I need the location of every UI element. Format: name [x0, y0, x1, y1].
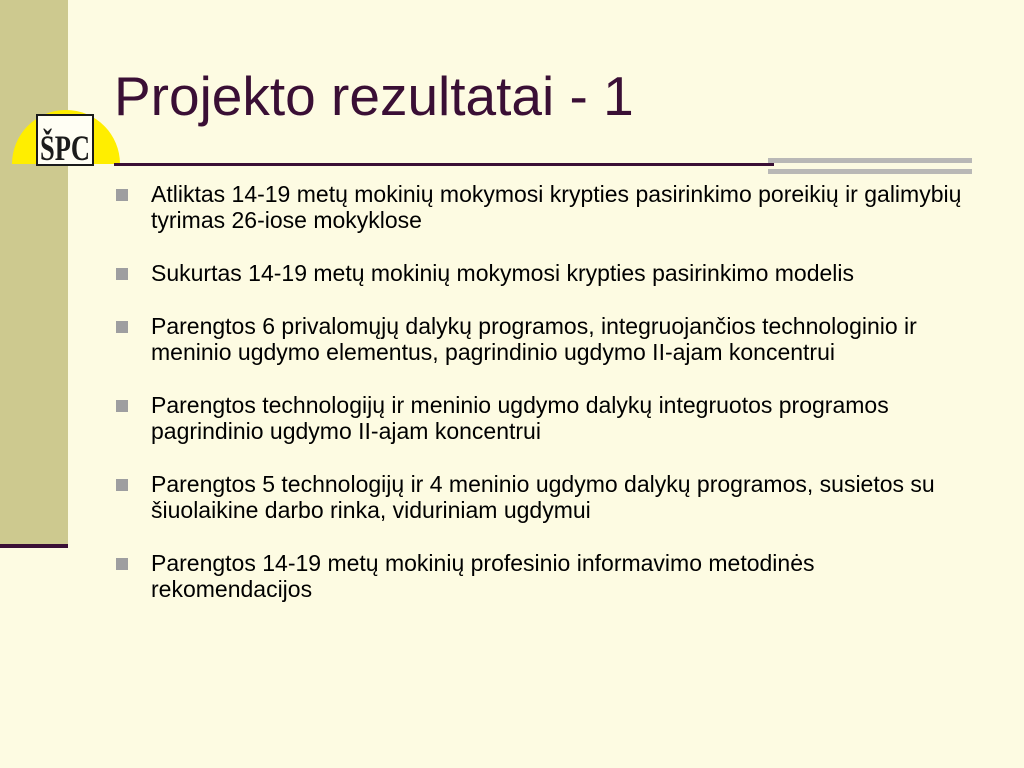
bullet-square-icon — [116, 479, 128, 491]
bullet-item: Parengtos 14-19 metų mokinių profesinio informavimo metodinės rekomendacijos — [114, 550, 974, 602]
title-underline — [114, 163, 774, 166]
bullet-item: Parengtos technologijų ir meninio ugdymo dalykų integruotos programos pagrindinio ugdymo II-ajam koncentrui — [114, 392, 974, 444]
bullet-item: Sukurtas 14-19 metų mokinių mokymosi krypties pasirinkimo modelis — [114, 260, 974, 286]
bullet-square-icon — [116, 400, 128, 412]
left-decor-band — [0, 0, 68, 548]
bullet-item: Parengtos 6 privalomųjų dalykų programos, integruojančios technologinio ir meninio ugdymo elementus, pagrindinio ugdymo II-ajam koncentrui — [114, 313, 974, 365]
bullet-list — [114, 181, 974, 629]
bullet-item: Atliktas 14-19 metų mokinių mokymosi krypties pasirinkimo poreikių ir galimybių tyrimas 26-iose mokyklose — [114, 181, 974, 233]
bullet-square-icon — [116, 189, 128, 201]
bullet-square-icon — [116, 321, 128, 333]
bullet-square-icon — [116, 268, 128, 280]
spc-logo — [12, 102, 120, 166]
bullet-item: Parengtos 5 technologijų ir 4 meninio ugdymo dalykų programos, susietos su šiuolaikine darbo rinka, viduriniam ugdymui — [114, 471, 974, 523]
logo-text: ŠPC — [40, 128, 90, 166]
title-rule-accent — [768, 158, 972, 176]
left-decor-rule — [0, 544, 68, 548]
bullet-square-icon — [116, 558, 128, 570]
slide-title: Projekto rezultatai - 1 — [114, 65, 634, 127]
